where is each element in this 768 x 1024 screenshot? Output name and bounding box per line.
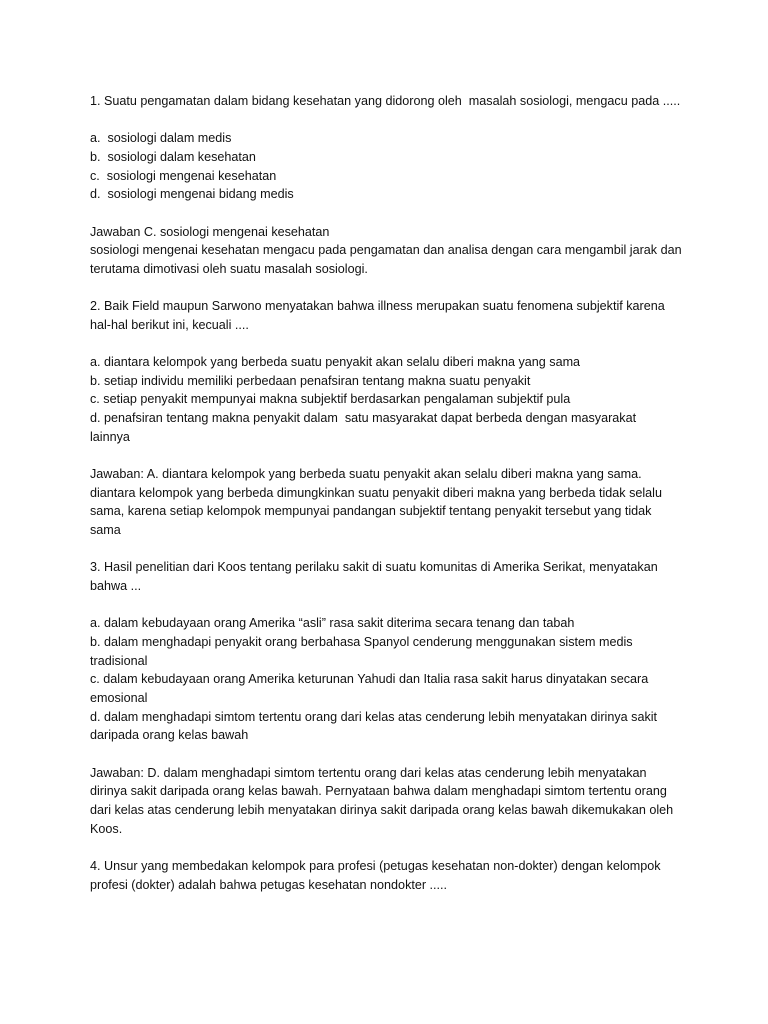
question-stem-line: profesi (dokter) adalah bahwa petugas kesehatan nondokter .....: [90, 877, 448, 892]
option-list: [90, 129, 690, 204]
answer-option: [90, 185, 690, 204]
answer-explanation-line: dari kelas atas cenderung lebih menyatakan dirinya sakit daripada orang kelas bawah dikemukakan oleh: [90, 803, 674, 818]
document-body: [90, 92, 690, 894]
answer-option: [90, 409, 690, 446]
answer-option-line: d. dalam menghadapi simtom tertentu orang dari kelas atas cenderung lebih menyatakan dirinya sakit: [90, 709, 658, 724]
answer-explanation: [90, 465, 690, 540]
answer-option-line: d. penafsiran tentang makna penyakit dalam satu masyarakat dapat berbeda dengan masyarakat: [90, 411, 637, 426]
question-stem-line: bahwa ...: [90, 579, 142, 594]
paragraph-spacer: [90, 540, 690, 559]
answer-explanation-line: Jawaban: D. dalam menghadapi simtom tertentu orang dari kelas atas cenderung lebih menyatakan: [90, 765, 647, 780]
question-block: [90, 857, 690, 894]
answer-option-line: tradisional: [90, 653, 148, 668]
answer-option: [90, 708, 690, 745]
answer-option: [90, 148, 690, 167]
question-stem-line: hal-hal berikut ini, kecuali ....: [90, 317, 249, 332]
answer-option-line: c. setiap penyakit mempunyai makna subjektif berdasarkan pengalaman subjektif pula: [90, 392, 571, 407]
answer-option-line: b. sosiologi dalam kesehatan: [90, 149, 256, 164]
answer-explanation-line: diantara kelompok yang berbeda dimungkinkan suatu penyakit diberi makna yang berbeda tidak selalu: [90, 485, 662, 500]
answer-option: [90, 129, 690, 148]
question-stem: [90, 558, 690, 595]
question-stem-line: 1. Suatu pengamatan dalam bidang kesehatan yang didorong oleh masalah sosiologi, mengacu pada .....: [90, 94, 681, 108]
answer-explanation-line: terutama dimotivasi oleh suatu masalah sosiologi.: [90, 261, 368, 276]
answer-explanation: [90, 764, 690, 839]
answer-explanation-line: Koos.: [90, 821, 123, 836]
answer-option: [90, 372, 690, 391]
paragraph-spacer: [90, 447, 690, 466]
answer-option-line: daripada orang kelas bawah: [90, 728, 249, 743]
question-block: [90, 92, 690, 279]
paragraph-spacer: [90, 111, 690, 130]
option-list: [90, 614, 690, 745]
question-block: [90, 297, 690, 540]
paragraph-spacer: [90, 596, 690, 615]
answer-option-line: lainnya: [90, 429, 130, 444]
question-stem-line: 2. Baik Field maupun Sarwono menyatakan bahwa illness merupakan suatu fenomena subjektif karena: [90, 299, 665, 314]
answer-option-line: b. dalam menghadapi penyakit orang berbahasa Spanyol cenderung menggunakan sistem medis: [90, 634, 633, 649]
answer-option-line: d. sosiologi mengenai bidang medis: [90, 187, 294, 202]
answer-option-line: c. dalam kebudayaan orang Amerika keturunan Yahudi dan Italia rasa sakit harus dinyatakan secara: [90, 672, 649, 687]
answer-option-line: emosional: [90, 691, 148, 706]
option-list: [90, 353, 690, 447]
paragraph-spacer: [90, 839, 690, 858]
answer-option-line: c. sosiologi mengenai kesehatan: [90, 168, 277, 183]
answer-option: [90, 670, 690, 707]
answer-explanation-line: sosiologi mengenai kesehatan mengacu pada pengamatan dan analisa dengan cara mengambil jarak dan: [90, 243, 682, 258]
question-stem-line: 3. Hasil penelitian dari Koos tentang perilaku sakit di suatu komunitas di Amerika Serikat, menyatakan: [90, 560, 658, 575]
answer-option-line: a. diantara kelompok yang berbeda suatu penyakit akan selalu diberi makna yang sama: [90, 355, 581, 370]
paragraph-spacer: [90, 279, 690, 298]
answer-option-line: a. dalam kebudayaan orang Amerika “asli” rasa sakit diterima secara tenang dan tabah: [90, 616, 575, 631]
answer-explanation-line: Jawaban C. sosiologi mengenai kesehatan: [90, 224, 330, 239]
answer-explanation: [90, 223, 690, 279]
answer-option-line: a. sosiologi dalam medis: [90, 131, 232, 146]
answer-explanation-line: Jawaban: A. diantara kelompok yang berbeda suatu penyakit akan selalu diberi makna yang sama.: [90, 467, 642, 482]
answer-option-line: b. setiap individu memiliki perbedaan penafsiran tentang makna suatu penyakit: [90, 373, 531, 388]
answer-option: [90, 167, 690, 186]
answer-option: [90, 614, 690, 633]
paragraph-spacer: [90, 745, 690, 764]
paragraph-spacer: [90, 335, 690, 354]
question-stem: [90, 297, 690, 334]
question-stem: [90, 92, 690, 111]
question-stem: [90, 857, 690, 894]
answer-option: [90, 353, 690, 372]
answer-explanation-line: sama, karena setiap kelompok mempunyai pandangan subjektif tentang penyakit tersebut yang tidak: [90, 504, 652, 519]
answer-explanation-line: dirinya sakit daripada orang kelas bawah. Pernyataan bahwa dalam menghadapi simtom tertentu orang: [90, 784, 667, 799]
answer-option: [90, 390, 690, 409]
question-block: [90, 558, 690, 838]
paragraph-spacer: [90, 204, 690, 223]
answer-option: [90, 633, 690, 670]
question-stem-line: 4. Unsur yang membedakan kelompok para profesi (petugas kesehatan non-dokter) dengan kelompok: [90, 859, 661, 873]
answer-explanation-line: sama: [90, 523, 121, 538]
